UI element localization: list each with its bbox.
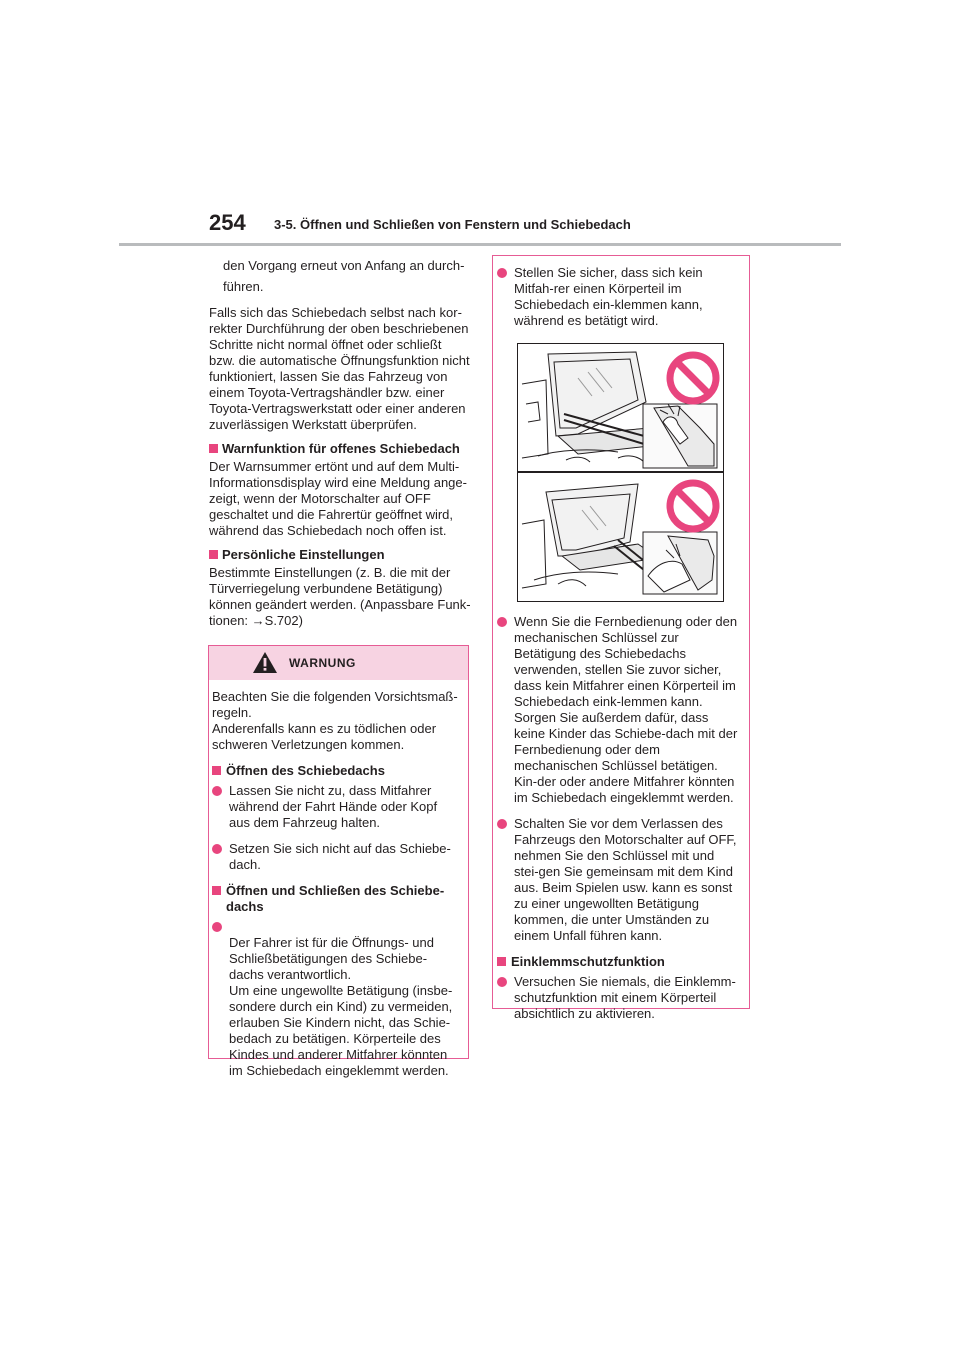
warning-heading-opening (212, 763, 461, 779)
warning-bullet (212, 783, 461, 831)
round-bullet-icon (212, 922, 222, 932)
warning-continuation-box (492, 255, 750, 1021)
prohibition-sign-icon (670, 355, 716, 401)
paragraph-personal-settings: Bestimmte Einstellungen (z. B. die mit der Türverriegelung verbundene Betätigung) können geändert werden. (Anpassbare Funk-tionen: →S.702) (209, 565, 471, 628)
warning-bullet (497, 265, 741, 329)
heading-pinch-protection (497, 954, 741, 970)
warning-intro: Beachten Sie die folgenden Vorsichtsmaß-regeln. Anderenfalls kann es zu tödlichen oder schweren Verletzungen kommen. (212, 689, 458, 752)
round-bullet-icon (497, 268, 507, 278)
square-bullet-icon (209, 550, 218, 559)
continued-step (209, 255, 471, 297)
warning-bullet-text: Schalten Sie vor dem Verlassen des Fahrzeugs den Motorschalter auf OFF, nehmen Sie den Schlüssel mit und stei-gen Sie gemeinsam mit dem Kind aus. Beim Spielen usw. kann es sonst zu einer ungewollten Betätigung kommen, die unter Umständen zu einem Unfall führen kann. (514, 816, 737, 943)
heading-warning-function (209, 441, 471, 457)
square-bullet-icon (497, 957, 506, 966)
paragraph-inspection: Falls sich das Schiebedach selbst nach kor-rekter Durchführung der oben beschriebenen Schritte nicht normal öffnet oder schließt bzw. die automatische Öffnungsfunktion nicht funktioniert, lassen Sie das Fahrzeug von einem Toyota-Vertragshändler bzw. einer Toyota-Vertragswerkstatt oder einer anderen zuverlässigen Werkstatt überprüfen. (209, 305, 470, 432)
heading-personal-settings-text: Persönliche Einstellungen (222, 547, 385, 562)
prohibition-sign-icon (670, 483, 716, 529)
round-bullet-icon (497, 617, 507, 627)
round-bullet-icon (497, 977, 507, 987)
round-bullet-icon (212, 786, 222, 796)
warning-heading-open-close-text: Öffnen und Schließen des Schiebe-dachs (226, 883, 445, 914)
heading-personal-settings (209, 547, 471, 563)
warning-bullet-text: Lassen Sie nicht zu, dass Mitfahrer während der Fahrt Hände oder Kopf aus dem Fahrzeug halten. (229, 783, 438, 830)
warning-bullet (497, 614, 741, 806)
warning-bullet-text: Setzen Sie sich nicht auf das Schiebe-dach. (229, 841, 451, 872)
square-bullet-icon (212, 766, 221, 775)
heading-warning-function-text: Warnfunktion für offenes Schiebedach (222, 441, 460, 456)
warning-title: WARNUNG (289, 656, 356, 670)
round-bullet-icon (497, 819, 507, 829)
page-number: 254 (209, 210, 246, 235)
heading-pinch-protection-text: Einklemmschutzfunktion (511, 954, 665, 969)
header-rule (119, 243, 841, 246)
warning-header (209, 646, 468, 680)
warning-heading-opening-text: Öffnen des Schiebedachs (226, 763, 385, 778)
round-bullet-icon (212, 844, 222, 854)
warning-triangle-icon (252, 651, 278, 674)
square-bullet-icon (209, 444, 218, 453)
section-title: 3-5. Öffnen und Schließen von Fenstern und Schiebedach (274, 217, 631, 232)
warning-bullet-text: Stellen Sie sicher, dass sich kein Mitfah-rer einen Körperteil im Schiebedach ein-klemmen kann, während es betätigt wird. (514, 265, 703, 328)
continued-step-line1: den Vorgang erneut von Anfang an durch- (223, 258, 465, 273)
warning-bullet (212, 841, 461, 873)
warning-box (208, 645, 469, 1078)
sunroof-pinch-illustration (517, 343, 724, 602)
paragraph-warning-function: Der Warnsummer ertönt und auf dem Multi-Informationsdisplay wird eine Meldung ange-zeigt, wenn der Motorschalter auf OFF geschaltet und die Fahrertür geöffnet wird, während das Schiebedach noch offen ist. (209, 459, 467, 538)
warning-bullet (497, 974, 741, 1022)
left-column (209, 255, 471, 637)
warning-bullet-text: Wenn Sie die Fernbedienung oder den mechanischen Schlüssel zur Betätigung des Schiebedachs verwenden, stellen Sie zuvor sicher, dass kein Mitfahrer einen Körperteil im Schiebedach eink-lemmen kann. Sorgen Sie außerdem dafür, dass keine Kinder das Schiebe-dach mit der Fernbedienung oder dem mechanischen Schlüssel betätigen. Kin-der oder andere Mitfahrer könnten im Schiebedach eingeklemmt werden. (514, 614, 738, 805)
warning-body (209, 680, 468, 1079)
warning-bullet (212, 919, 461, 1079)
warning-heading-open-close (212, 883, 461, 915)
square-bullet-icon (212, 886, 221, 895)
warning-bullet (497, 816, 741, 944)
warning-bullet-text: Versuchen Sie niemals, die Einklemm-schutzfunktion mit einem Körperteil absichtlich zu aktivieren. (514, 974, 736, 1021)
sunroof-illustration (518, 344, 723, 601)
warning-bullet-text: Der Fahrer ist für die Öffnungs- und Schließbetätigungen des Schiebe-dachs verantwortlich. Um eine ungewollte Betätigung (insbe-sondere durch ein Kind) zu vermeiden, erlauben Sie Kindern nicht, das Schie-bedach zu betätigen. Körperteile des Kindes und anderer Mitfahrer könnten im Schiebedach eingeklemmt werden. (229, 935, 453, 1078)
continued-step-line2: führen. (223, 279, 264, 294)
